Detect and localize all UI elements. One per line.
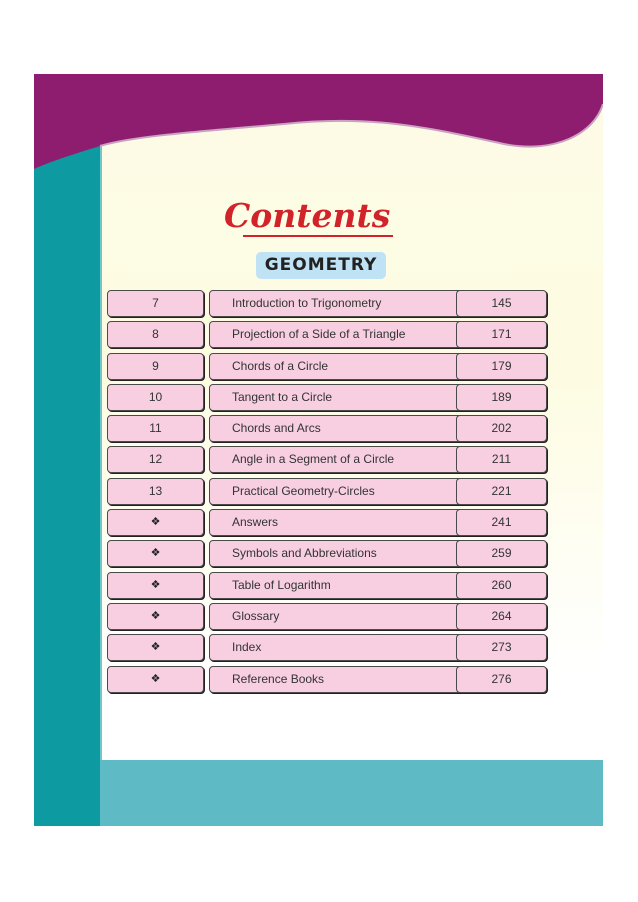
- chapter-title[interactable]: Symbols and Abbreviations: [209, 540, 473, 567]
- toc-row[interactable]: [107, 509, 547, 536]
- bullet-diamond-icon: ❖: [107, 666, 204, 693]
- chapter-title[interactable]: Angle in a Segment of a Circle: [209, 446, 473, 473]
- chapter-title[interactable]: Index: [209, 634, 473, 661]
- chapter-title[interactable]: Table of Logarithm: [209, 572, 473, 599]
- bullet-diamond-icon: ❖: [107, 540, 204, 567]
- header-wave: [34, 74, 603, 184]
- page-number: 171: [456, 321, 547, 348]
- page-number: 276: [456, 666, 547, 693]
- page-number: 273: [456, 634, 547, 661]
- chapter-title[interactable]: Reference Books: [209, 666, 473, 693]
- page-title: Contents: [224, 196, 391, 235]
- toc-row[interactable]: [107, 384, 547, 411]
- chapter-title[interactable]: Introduction to Trigonometry: [209, 290, 473, 317]
- toc-row[interactable]: [107, 572, 547, 599]
- page-number: 241: [456, 509, 547, 536]
- page-number: 260: [456, 572, 547, 599]
- contents-page: [34, 74, 603, 826]
- bottom-decorative-band: [100, 760, 603, 826]
- toc-row[interactable]: [107, 540, 547, 567]
- toc-row[interactable]: [107, 634, 547, 661]
- chapter-title[interactable]: Glossary: [209, 603, 473, 630]
- chapter-title[interactable]: Tangent to a Circle: [209, 384, 473, 411]
- toc-row[interactable]: [107, 353, 547, 380]
- toc-row[interactable]: [107, 478, 547, 505]
- chapter-number: 12: [107, 446, 204, 473]
- table-of-contents: [107, 290, 547, 697]
- bullet-diamond-icon: ❖: [107, 603, 204, 630]
- section-badge: GEOMETRY: [256, 252, 386, 279]
- chapter-number: 7: [107, 290, 204, 317]
- toc-row[interactable]: [107, 446, 547, 473]
- chapter-title[interactable]: Projection of a Side of a Triangle: [209, 321, 473, 348]
- page-number: 211: [456, 446, 547, 473]
- chapter-title[interactable]: Chords of a Circle: [209, 353, 473, 380]
- toc-row[interactable]: [107, 603, 547, 630]
- page-number: 221: [456, 478, 547, 505]
- chapter-number: 9: [107, 353, 204, 380]
- page-number: 264: [456, 603, 547, 630]
- toc-row[interactable]: [107, 290, 547, 317]
- toc-row[interactable]: [107, 415, 547, 442]
- page-number: 179: [456, 353, 547, 380]
- bullet-diamond-icon: ❖: [107, 634, 204, 661]
- chapter-number: 11: [107, 415, 204, 442]
- chapter-title[interactable]: Practical Geometry-Circles: [209, 478, 473, 505]
- chapter-title[interactable]: Answers: [209, 509, 473, 536]
- page-number: 189: [456, 384, 547, 411]
- title-underline: [243, 235, 393, 237]
- page-number: 259: [456, 540, 547, 567]
- chapter-number: 8: [107, 321, 204, 348]
- bullet-diamond-icon: ❖: [107, 509, 204, 536]
- page-number: 145: [456, 290, 547, 317]
- page-number: 202: [456, 415, 547, 442]
- chapter-number: 13: [107, 478, 204, 505]
- chapter-title[interactable]: Chords and Arcs: [209, 415, 473, 442]
- left-decorative-bar: [34, 74, 100, 826]
- toc-row[interactable]: [107, 321, 547, 348]
- bullet-diamond-icon: ❖: [107, 572, 204, 599]
- chapter-number: 10: [107, 384, 204, 411]
- toc-row[interactable]: [107, 666, 547, 693]
